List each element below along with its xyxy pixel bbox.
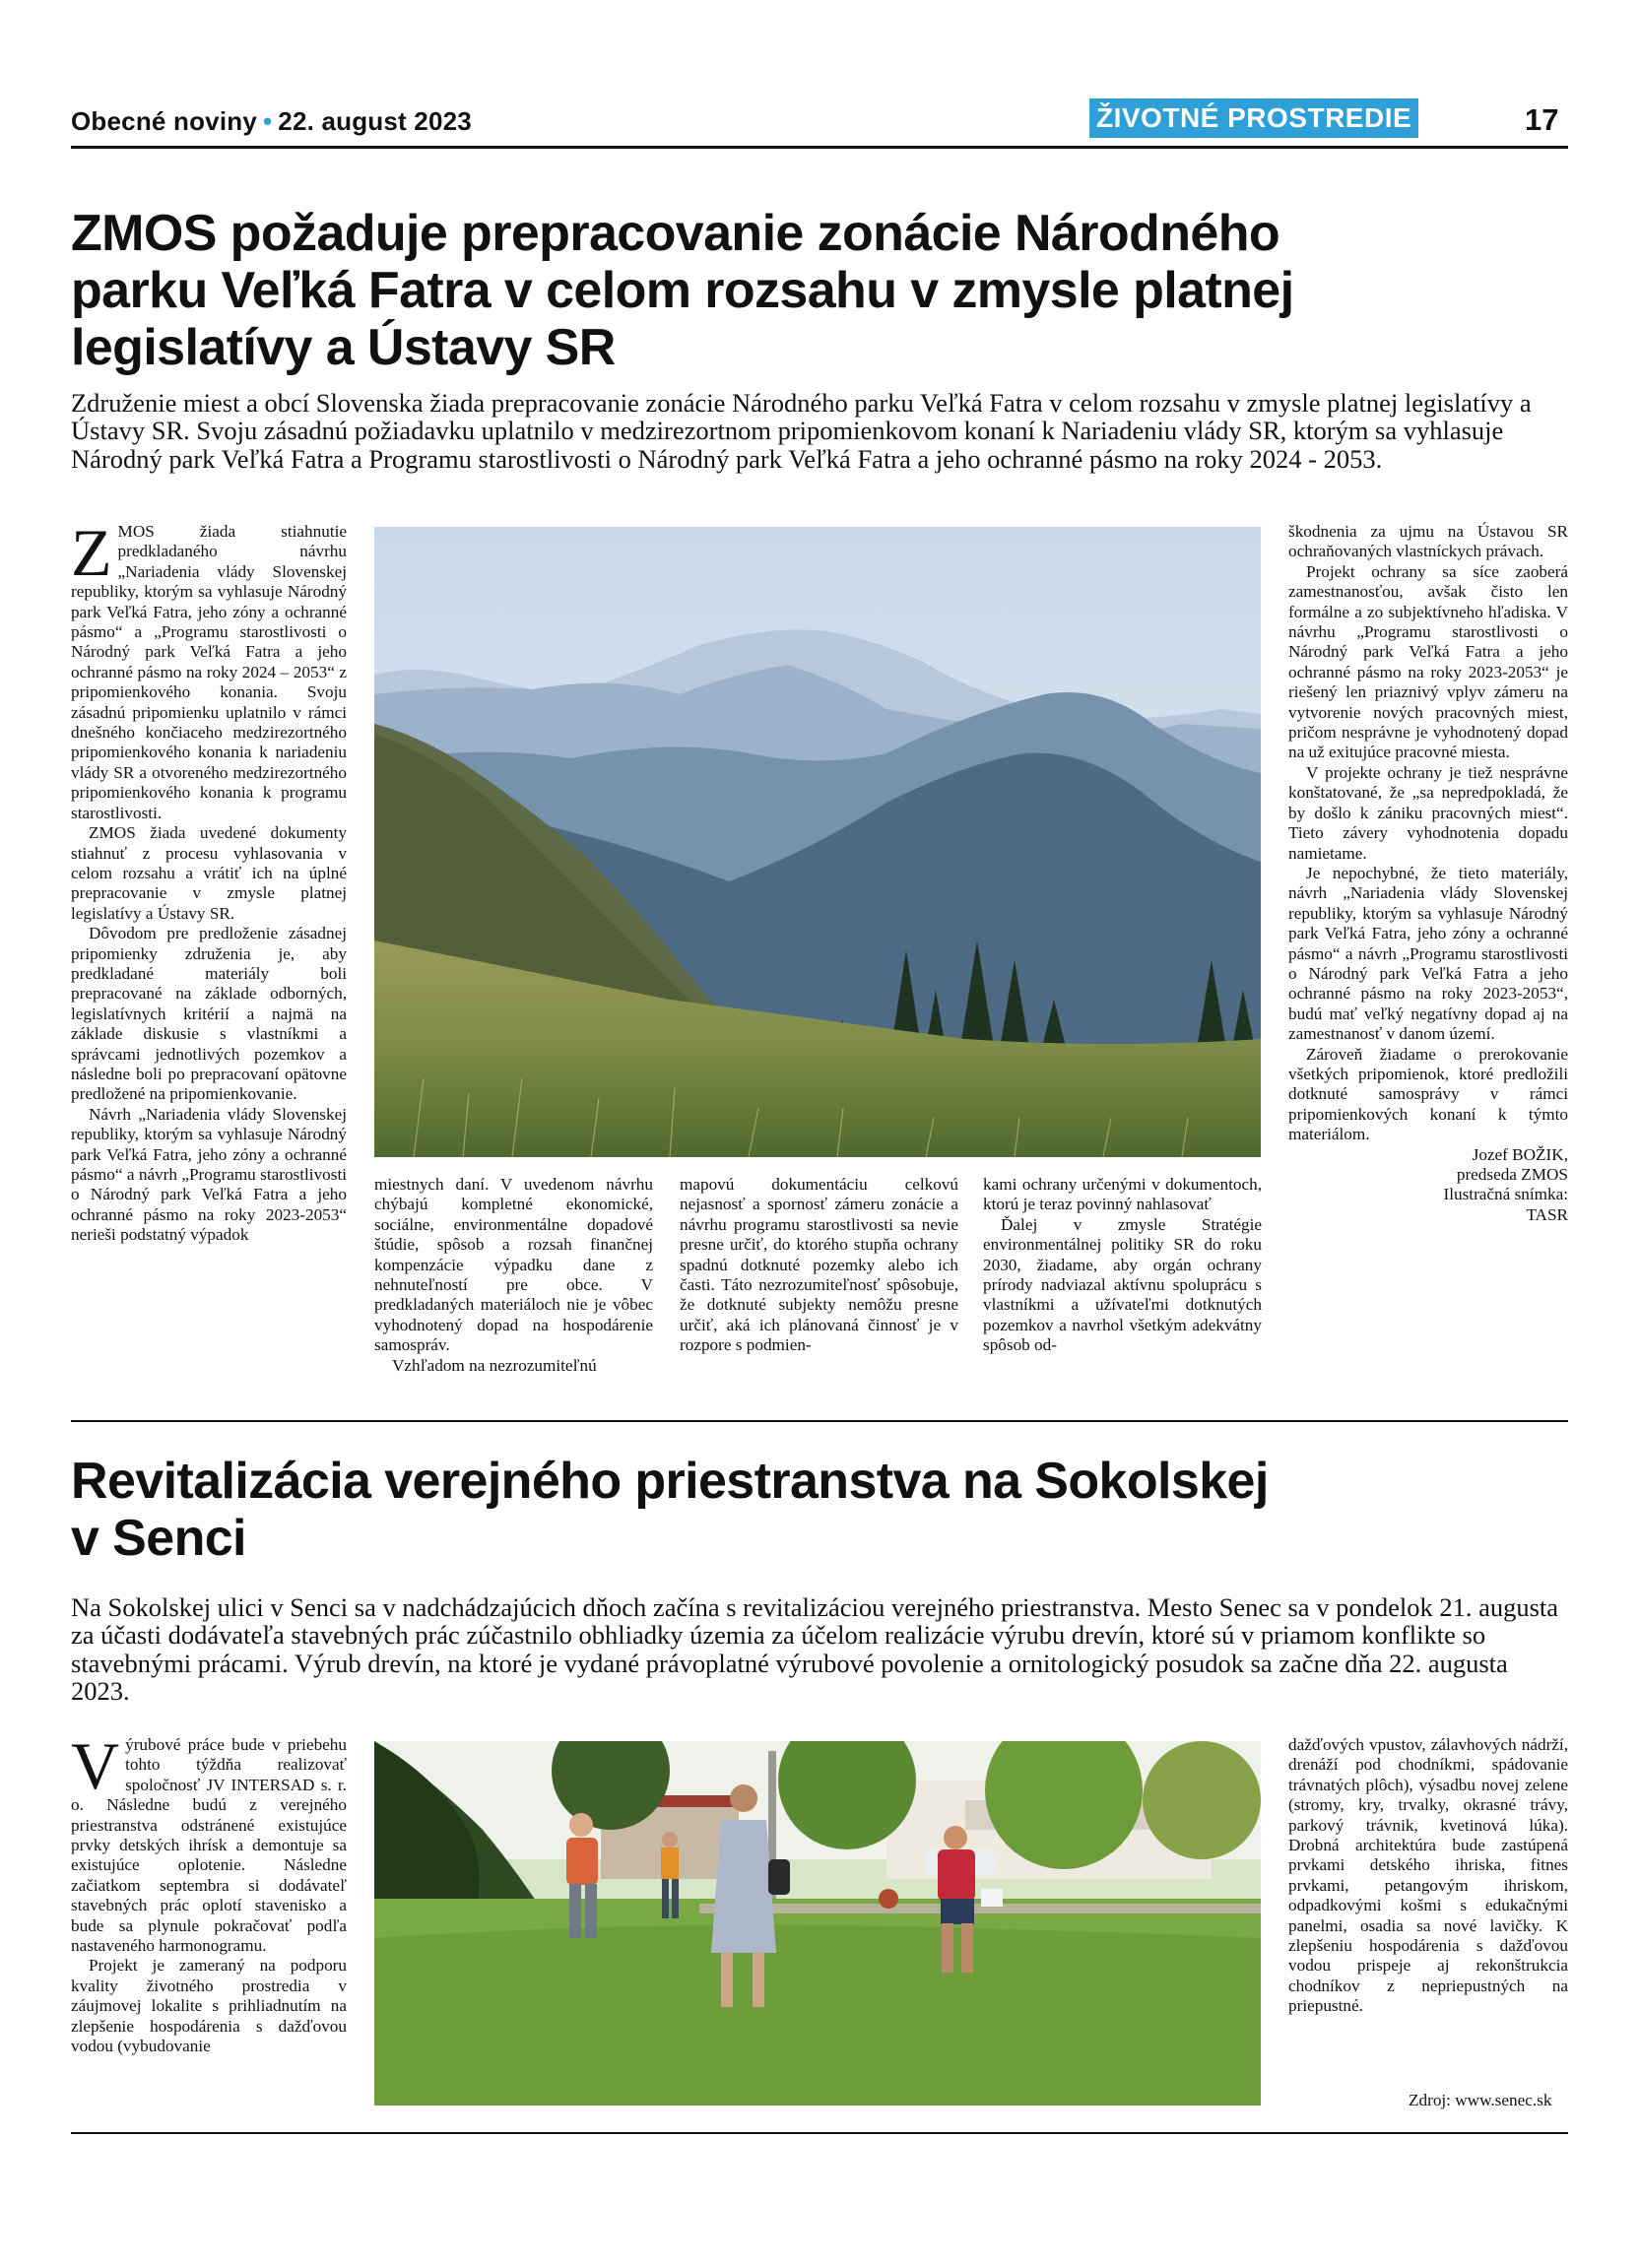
article2-column-2 bbox=[1288, 1735, 1568, 2017]
paragraph: MOS žiada stiahnutie predkladaného návrhu „Nariadenia vlády Slovenskej republiky, ktorým sa vyhlasuje Národný park Veľká Fatra, jeho zóny a ochranné pásmo“ a „Programu starostlivosti o Národný park Veľká Fatra a jeho ochranné pásmo na roky 2024 – 2053“ z pripomienkového konania. Svoju zásadnú pripomienku uplatnilo v rámci dnešného končiaceho medzirezortného pripomienkového konania k nariadeniu vlády SR a otvoreného medzirezortného pripomienkového konania k programu starostlivosti. bbox=[71, 522, 347, 822]
park-people-walking-photo bbox=[374, 1741, 1261, 2106]
article1-headline bbox=[71, 205, 1293, 376]
footer-rule bbox=[71, 2132, 1568, 2134]
paragraph: kami ochrany určenými v dokumentoch, ktorú je teraz povinný nahlasovať bbox=[983, 1175, 1262, 1214]
article-divider bbox=[71, 1420, 1568, 1422]
article1-headline-line: legislatívy a Ústavy SR bbox=[71, 319, 616, 376]
article2-headline-line: Revitalizácia verejného priestranstva na Sokolskej bbox=[71, 1453, 1269, 1510]
article2-lead: Na Sokolskej ulici v Senci sa v nadchádzajúcich dňoch začína s revitalizáciou verejného priestranstva. Mesto Senec sa v pondelok 21. augusta za účasti dodávateľa stavebných prác zúčastnilo obhliadky územia za účelom realizácie výrubu drevín, ktoré sú v priamom konflikte so stavebnými prácami. Výrub drevín, na ktoré je vydané právoplatné výrubové povolenie a ornitologický posudok sa začne dňa 22. augusta 2023. bbox=[71, 1592, 1559, 1707]
article1-lead: Združenie miest a obcí Slovenska žiada prepracovanie zonácie Národného parku Veľká Fatra v celom rozsahu v zmysle platnej legislatívy a Ústavy SR. Svoju zásadnú požiadavku uplatnilo v medzirezortnom pripomienkovom konaní k Nariadeniu vlády SR, ktorým sa vyhlasuje Národný park Veľká Fatra a Programu starostlivosti o Národný park Veľká Fatra a jeho ochranné pásmo na roky 2024 - 2053. bbox=[71, 388, 1532, 474]
article1-headline-line: parku Veľká Fatra v celom rozsahu v zmysle platnej bbox=[71, 262, 1294, 319]
paragraph: dažďových vpustov, zálavhových nádrží, drenáží pod chodníkmi, spádovanie trávnatých plôch), výsadbu novej zelene (stromy, kry, trvalky, okrasné trávy, parkový trávnik, kvetinová lúka). Drobná architektúra bude zastúpená prvkami detského ihriska, fitnes prvkami, petangovým ihriskom, odpadkovými košmi s edukačnými panelmi, osadia sa nové lavičky. K zlepšeniu hospodárenia s dažďovou vodou prispeje aj rekonštrukcia chodníkov z nepriepustných na priepustné. bbox=[1288, 1735, 1568, 2016]
author-role: predseda ZMOS bbox=[1456, 1165, 1568, 1184]
paragraph: mapovú dokumentáciu celkovú nejasnosť a spornosť zámeru zonácie a návrhu programu starostlivosti sa nevie presne určiť, do ktorého stupňa ochrany spadnú dotknuté pozemky alebo ich časti. Táto nezrozumiteľnosť spôsobuje, že dotknuté subjekty nemôžu presne určiť, aká ich plánovaná činnosť je v rozpore s podmien- bbox=[680, 1175, 958, 1355]
source-credit: Zdroj: www.senec.sk bbox=[1409, 2091, 1552, 2109]
author-name: Jozef BOŽIK, bbox=[1472, 1144, 1568, 1164]
paragraph: škodnenia za ujmu na Ústavou SR ochraňovaných vlastníckych právach. bbox=[1288, 522, 1568, 561]
paragraph: Je nepochybné, že tieto materiály, návrh „Nariadenia vlády Slovenskej republiky, ktorým sa vyhlasuje Národný park Veľká Fatra, jeho zóny a ochranné pásmo“ a návrh „Programu starostlivosti o Národný park Veľká Fatra a jeho ochranné pásmo na roky 2023-2053“, budú mať veľký negatívny dopad aj na zamestnanosť v danom území. bbox=[1288, 863, 1568, 1044]
paragraph: ZMOS žiada uvedené dokumenty stiahnuť z procesu vyhlasovania v celom rozsahu a vrátiť ich na úplné prepracovanie v zmysle platnej legislatívy a Ústavy SR. bbox=[71, 823, 347, 923]
issue-date: 22. august 2023 bbox=[278, 106, 472, 136]
page-number: 17 bbox=[1525, 102, 1559, 137]
photo-credit-label: Ilustračná snímka: bbox=[1443, 1185, 1568, 1204]
article1-column-2 bbox=[374, 1175, 653, 1376]
paragraph: Ďalej v zmysle Stratégie environmentálnej politiky SR do roku 2030, žiadame, aby orgán ochrany prírody nadviazal aktívnu spoluprácu s vlastníkmi a užívateľmi dotknutých pozemkov a navrhol všetkým adekvátny spôsob od- bbox=[983, 1214, 1262, 1355]
paragraph: Dôvodom pre predloženie zásadnej pripomienky združenia je, aby predkladané materiály boli prepracované na základe odborných, legislatívnych kritérií a najmä na základe diskusie s vlastníkmi a správcami jednotlivých pozemkov a následne boli po prepracovaní opätovne predložené na pripomienkovanie. bbox=[71, 924, 347, 1104]
paragraph: Návrh „Nariadenia vlády Slovenskej republiky, ktorým sa vyhlasuje Národný park Veľká Fatra, jeho zóny a ochranné pásmo“ a návrh „Programu starostlivosti o Národný park Veľká Fatra a jeho ochranné pásmo na roky 2023-2053“ nerieši podstatný výpadok bbox=[71, 1104, 347, 1245]
paragraph: Zároveň žiadame o prerokovanie všetkých pripomienok, ktoré predložili dotknuté samosprávy v rámci pripomienkových konaní k týmto materiálom. bbox=[1288, 1044, 1568, 1144]
paragraph: Vzhľadom na nezrozumiteľnú bbox=[392, 1355, 597, 1375]
dropcap: V bbox=[71, 1728, 120, 1803]
running-header bbox=[71, 106, 472, 137]
paragraph: ýrubové práce bude v priebehu tohto týždňa realizovať spoločnosť JV INTERSAD s. r. o. Následne budú z verejného priestranstva odstránené existujúce prvky detských ihrísk a demontuje sa existujúce oplotenie. Následne začiatkom septembra si dodávateľ stavebných prác oplotí stavenisko a bude sa plynule pokračovať podľa nastaveného harmonogramu. bbox=[71, 1735, 347, 1956]
mountain-landscape-photo bbox=[374, 527, 1261, 1157]
header-rule bbox=[71, 146, 1568, 149]
article2-headline-line: v Senci bbox=[71, 1510, 246, 1567]
section-label: ŽIVOTNÉ PROSTREDIE bbox=[1089, 98, 1418, 138]
paragraph: miestnych daní. V uvedenom návrhu chýbajú kompletné ekonomické, sociálne, environmentálne dopadové štúdie, spôsob a rozsah finančnej kompenzácie výpadku dane z nehnuteľností pre obce. V predkladaných materiáloch nie je vôbec vyhodnotený dopad na hospodárenie samospráv. bbox=[374, 1175, 653, 1355]
article1-headline-line: ZMOS požaduje prepracovanie zonácie Národného bbox=[71, 205, 1280, 262]
article1-column-3 bbox=[680, 1175, 958, 1356]
paragraph: V projekte ochrany je tiež nesprávne konštatované, že „sa nepredpokladá, že by došlo k zániku pracovných miest“. Tieto závery vyhodnotenia dopadu namietame. bbox=[1288, 762, 1568, 863]
paragraph: Projekt je zameraný na podporu kvality životného prostredia v záujmovej lokalite s prihliadnutím na zlepšenie hospodárenia s dažďovou vodou (vybudovanie bbox=[71, 1956, 347, 2056]
article1-column-4 bbox=[983, 1175, 1262, 1356]
article2-headline bbox=[71, 1453, 1269, 1567]
article1-column-5 bbox=[1288, 522, 1568, 1225]
dropcap: Z bbox=[71, 515, 112, 590]
article2-column-1 bbox=[71, 1728, 347, 2057]
publication-name: Obecné noviny bbox=[71, 106, 257, 136]
article1-column-1 bbox=[71, 515, 347, 1246]
photo-credit-source: TASR bbox=[1526, 1204, 1568, 1224]
separator-dot: • bbox=[262, 106, 273, 136]
paragraph: Projekt ochrany sa síce zaoberá zamestnanosťou, avšak čisto len formálne a zo subjektívneho hľadiska. V návrhu „Programu starostlivosti o Národný park Veľká Fatra a jeho ochranné pásmo na roky 2023-2053“ je riešený len priaznivý vplyv zámeru na vytvorenie nových pracovných miest, pričom nesprávne je vyhodnotený dopad na už exitujúce pracovné miesta. bbox=[1288, 561, 1568, 762]
